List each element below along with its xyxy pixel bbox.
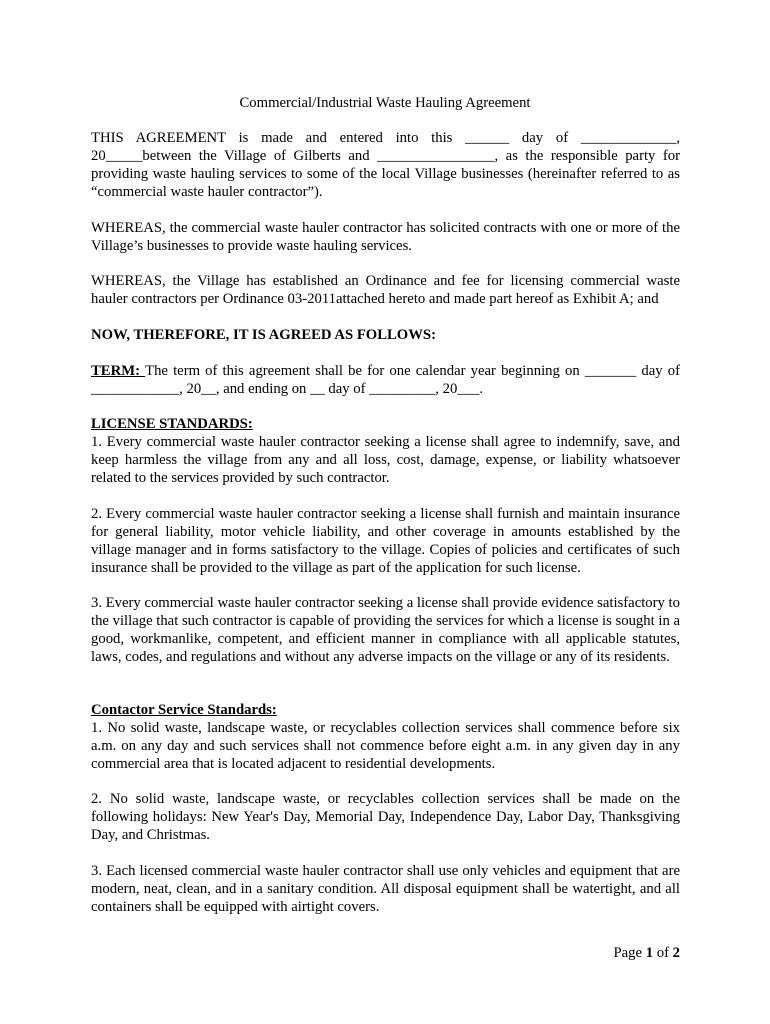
- term-text: The term of this agreement shall be for one calendar year beginning on _______ day of ____________, 20__, and ending on __ day of _________, 20___.: [91, 363, 680, 397]
- term-paragraph: [91, 362, 680, 398]
- of-word: of: [653, 945, 673, 961]
- service-standards-heading: Contactor Service Standards:: [91, 702, 277, 718]
- whereas-paragraph-2: WHEREAS, the Village has established an Ordinance and fee for licensing commercial waste hauler contractors per Ordinance 03-2011attached hereto and made part hereof as Exhibit A; and: [91, 273, 680, 307]
- total-pages: 2: [672, 945, 680, 961]
- whereas-paragraph-1: WHEREAS, the commercial waste hauler contractor has solicited contracts with one or more of the Village’s businesses to provide waste hauling services.: [91, 220, 680, 254]
- current-page: 1: [645, 945, 654, 961]
- document-title: Commercial/Industrial Waste Hauling Agreement: [239, 95, 531, 111]
- service-item-3: 3. Each licensed commercial waste hauler contractor shall use only vehicles and equipment that are modern, neat, clean, and in a sanitary condition. All disposal equipment shall be watertight, and all containers shall be equipped with airtight covers.: [91, 863, 680, 915]
- intro-paragraph: THIS AGREEMENT is made and entered into this ______ day of _____________, 20_____between the Village of Gilberts and ________________, as the responsible party for providing waste hauling services to some of the local Village businesses (hereinafter referred to as “commercial waste hauler contractor”).: [91, 130, 680, 200]
- now-therefore-heading: NOW, THEREFORE, IT IS AGREED AS FOLLOWS:: [91, 327, 436, 343]
- license-standards-heading: LICENSE STANDARDS:: [91, 416, 253, 432]
- service-item-2: 2. No solid waste, landscape waste, or recyclables collection services shall be made on the following holidays: New Year's Day, Memorial Day, Independence Day, Labor Day, Thanksgiving Day, and Christmas.: [91, 791, 680, 843]
- page-word: Page: [613, 945, 646, 961]
- service-item-1: 1. No solid waste, landscape waste, or recyclables collection services shall commence before six a.m. on any day and such services shall not commence before eight a.m. in any given day in any commercial area that is located adjacent to residential developments.: [91, 720, 680, 772]
- license-item-1: 1. Every commercial waste hauler contractor seeking a license shall agree to indemnify, save, and keep harmless the village from any and all loss, cost, damage, expense, or liability whatsoever related to the services provided by such contractor.: [91, 434, 680, 486]
- term-heading: TERM:: [91, 363, 146, 379]
- page-number: [613, 944, 680, 962]
- license-item-3: 3. Every commercial waste hauler contractor seeking a license shall provide evidence satisfactory to the village that such contractor is capable of providing the services for which a license is sought in a good, workmanlike, competent, and efficient manner in compliance with all applicable statutes, laws, codes, and regulations and without any adverse impacts on the village or any of its residents.: [91, 595, 680, 665]
- license-item-2: 2. Every commercial waste hauler contractor seeking a license shall furnish and maintain insurance for general liability, motor vehicle liability, and other coverage in amounts established by the village manager and in forms satisfactory to the village. Copies of policies and certificates of such insurance shall be provided to the village as part of the application for such license.: [91, 506, 680, 576]
